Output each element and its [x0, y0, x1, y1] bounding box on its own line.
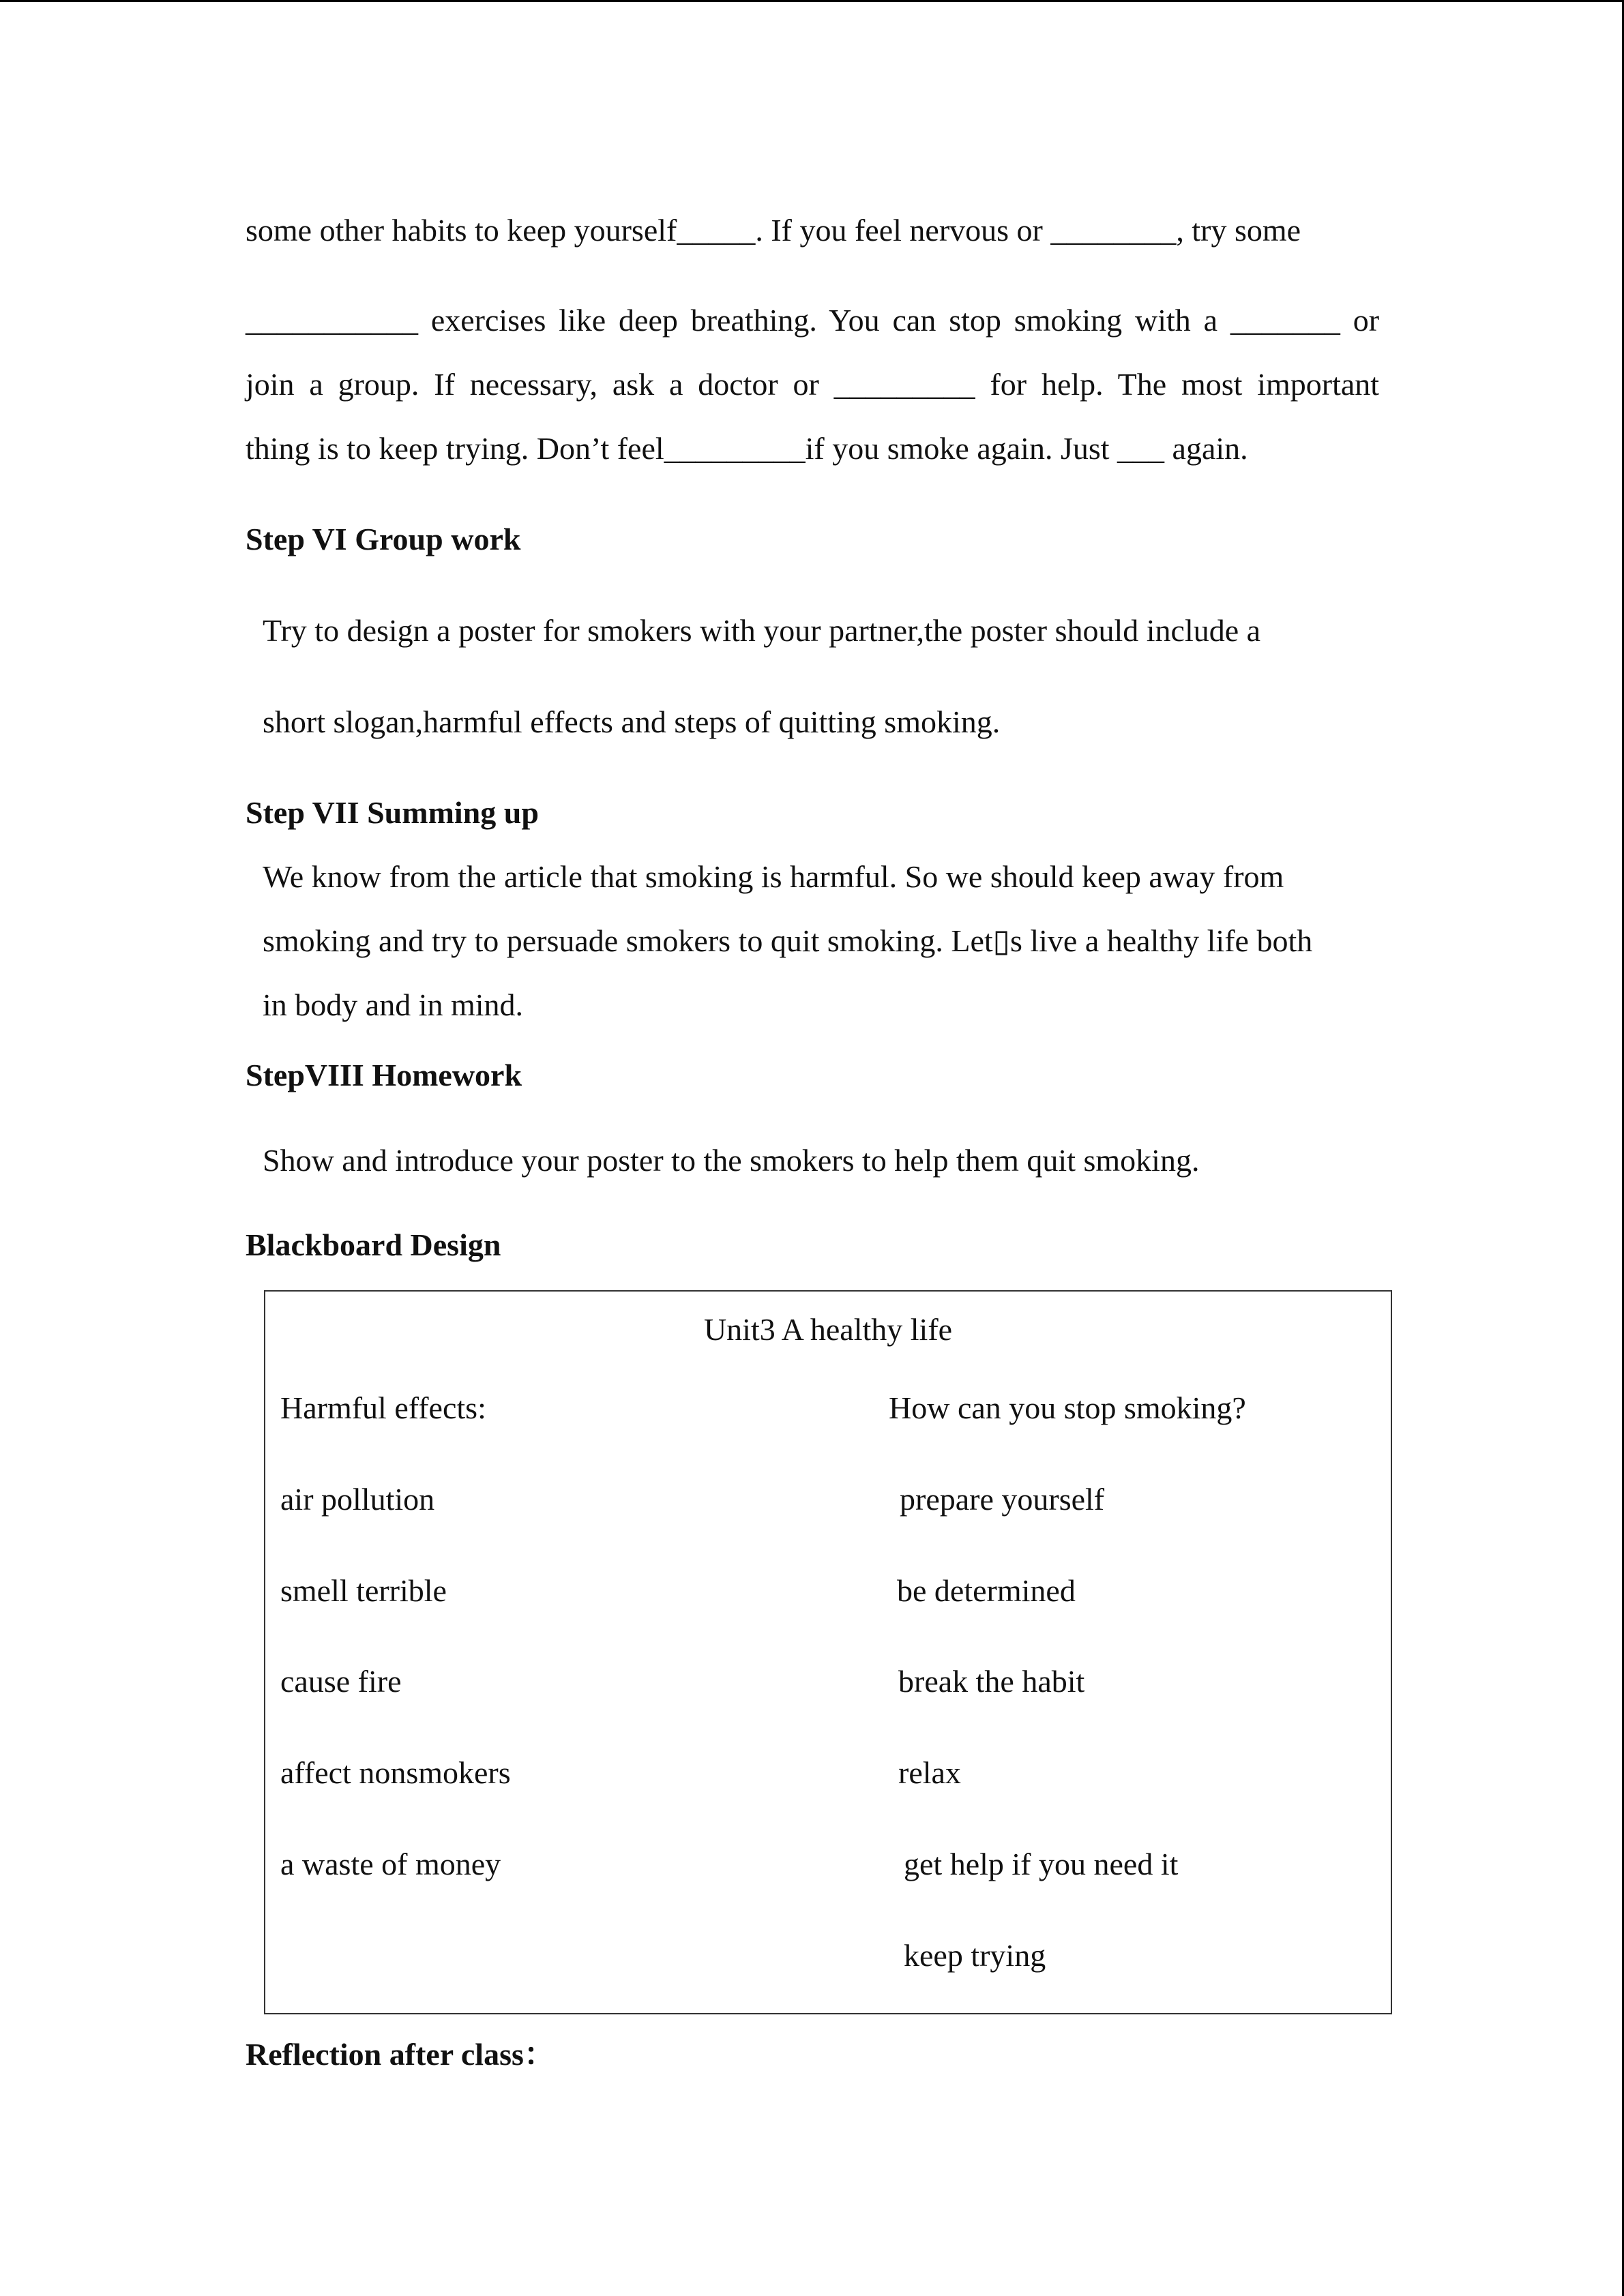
passage-word: You	[829, 303, 880, 338]
passage-word: important	[1257, 367, 1380, 402]
passage-word: most	[1181, 367, 1243, 402]
passage-word: help.	[1041, 367, 1104, 402]
left-column-header: Harmful effects:	[280, 1390, 486, 1425]
stop-smoking-item: keep trying	[904, 1938, 1046, 1973]
page-border-top	[0, 0, 1624, 2]
passage-word: stop	[949, 303, 1001, 338]
passage-word: or	[1353, 303, 1380, 338]
passage-word: exercises	[430, 303, 546, 338]
passage-word: _______	[1230, 303, 1340, 338]
step7-line-2: smoking and try to persuade smokers to quit smoking. Let▯s live a healthy life both	[263, 923, 1313, 958]
stop-smoking-item: prepare yourself	[900, 1482, 1105, 1517]
passage-word: with	[1135, 303, 1191, 338]
passage-line-3	[246, 364, 1379, 405]
step7-line-3: in body and in mind.	[263, 987, 524, 1022]
step8-line-1: Show and introduce your poster to the smokers to help them quit smoking.	[263, 1143, 1200, 1178]
harmful-effect-item: air pollution	[280, 1482, 435, 1517]
step6-line-2: short slogan,harmful effects and steps of quitting smoking.	[263, 704, 1001, 739]
harmful-effect-item: cause fire	[280, 1664, 402, 1699]
stop-smoking-item: relax	[898, 1755, 961, 1790]
passage-word: group.	[338, 367, 419, 402]
passage-word: If	[434, 367, 455, 402]
step6-line-1: Try to design a poster for smokers with your partner,the poster should include a	[263, 613, 1261, 648]
step7-line-1: We know from the article that smoking is harmful. So we should keep away from	[263, 859, 1284, 894]
passage-word: a	[309, 367, 323, 402]
stop-smoking-item: break the habit	[898, 1664, 1085, 1699]
step6-heading: Step VI Group work	[246, 522, 521, 556]
passage-word: join	[246, 367, 295, 402]
reflection-heading: Reflection after class：	[246, 2037, 555, 2072]
passage-line-4: thing is to keep trying. Don’t feel_________if you smoke again. Just ___ again.	[246, 431, 1248, 466]
passage-word: deep	[619, 303, 678, 338]
passage-word: doctor	[698, 367, 778, 402]
harmful-effect-item: a waste of money	[280, 1847, 501, 1881]
passage-word: or	[793, 367, 819, 402]
passage-word: a	[668, 367, 683, 402]
passage-word: a	[1203, 303, 1218, 338]
stop-smoking-item: be determined	[897, 1573, 1076, 1608]
passage-word: The	[1117, 367, 1167, 402]
passage-word: necessary,	[469, 367, 598, 402]
passage-word: can	[892, 303, 936, 338]
step7-heading: Step VII Summing up	[246, 795, 539, 830]
passage-word: ___________	[246, 303, 418, 338]
passage-word: ask	[612, 367, 655, 402]
blackboard-heading: Blackboard Design	[246, 1227, 501, 1262]
passage-word: like	[559, 303, 606, 338]
stop-smoking-item: get help if you need it	[904, 1847, 1179, 1881]
right-column-header: How can you stop smoking?	[889, 1390, 1246, 1425]
passage-line-1: some other habits to keep yourself_____. If you feel nervous or ________, try some	[246, 213, 1301, 248]
passage-line-2	[246, 300, 1379, 341]
blackboard-title: Unit3 A healthy life	[703, 1312, 953, 1347]
blackboard-box	[264, 1290, 1392, 2014]
harmful-effect-item: smell terrible	[280, 1573, 447, 1608]
passage-word: _________	[833, 367, 975, 402]
passage-word: breathing.	[690, 303, 817, 338]
harmful-effect-item: affect nonsmokers	[280, 1755, 511, 1790]
passage-word: for	[990, 367, 1027, 402]
passage-word: smoking	[1014, 303, 1123, 338]
step8-heading: StepVIII Homework	[246, 1058, 522, 1092]
